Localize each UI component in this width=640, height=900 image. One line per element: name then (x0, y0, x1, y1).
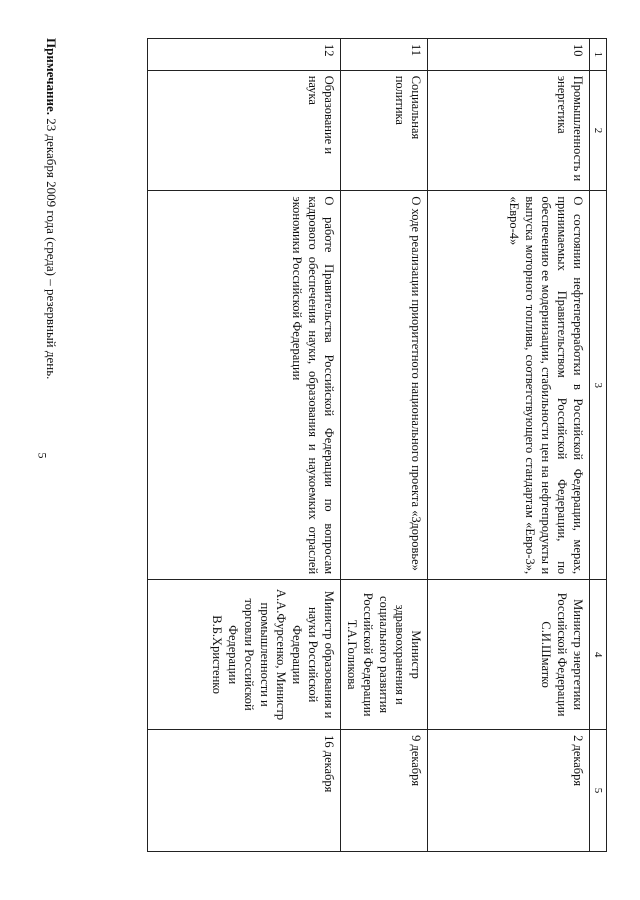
header-cell: 1 (589, 39, 606, 71)
row-date: 16 декабря (147, 730, 340, 852)
footnote (43, 38, 59, 738)
row-area: Образование и наука (147, 70, 340, 191)
row-number: 11 (340, 39, 427, 71)
row-number: 10 (427, 39, 589, 71)
table-row (340, 39, 427, 852)
row-speaker: Министр образования и науки Российской Федерации А.А.Фурсенко, Министр промышленности и торговли Российской Федерации В.Б.Христенко (147, 580, 340, 730)
header-cell: 3 (589, 191, 606, 580)
row-topic: О состоянии нефтепереработки в Российской Федерации, мерах, принимаемых Правительством Российской Федерации, по обеспечению ее модернизации, стабильности цен на нефтепродукты и выпуска моторного топлива, соответствующего стандартам «Евро-3», «Евро-4» (427, 191, 589, 580)
row-number: 12 (147, 39, 340, 71)
row-date: 2 декабря (427, 730, 589, 852)
row-speaker: Министр здравоохранения и социального развития Российской Федерации Т.А.Голикова (340, 580, 427, 730)
row-area: Социальная политика (340, 70, 427, 191)
table-row (147, 39, 340, 852)
schedule-table (147, 38, 607, 852)
footnote-label: Примечание. (44, 38, 59, 115)
header-cell: 4 (589, 580, 606, 730)
header-cell: 2 (589, 70, 606, 191)
row-area: Промышленность и энергетика (427, 70, 589, 191)
header-cell: 5 (589, 730, 606, 852)
table-header-row (589, 39, 606, 852)
row-speaker: Министр энергетики Российской Федерации С.И.Шматко (427, 580, 589, 730)
table-row (427, 39, 589, 852)
row-date: 9 декабря (340, 730, 427, 852)
footnote-text: 23 декабря 2009 года (среда) – резервный день. (44, 114, 59, 380)
row-topic: О работе Правительства Российской Федерации по вопросам кадрового обеспечения науки, образования и наукоемких отраслей экономики Российской Федерации (147, 191, 340, 580)
rotated-page-content (30, 38, 607, 852)
row-topic: О ходе реализации приоритетного национального проекта «Здоровье» (340, 191, 427, 580)
page-number: 5 (35, 452, 50, 459)
